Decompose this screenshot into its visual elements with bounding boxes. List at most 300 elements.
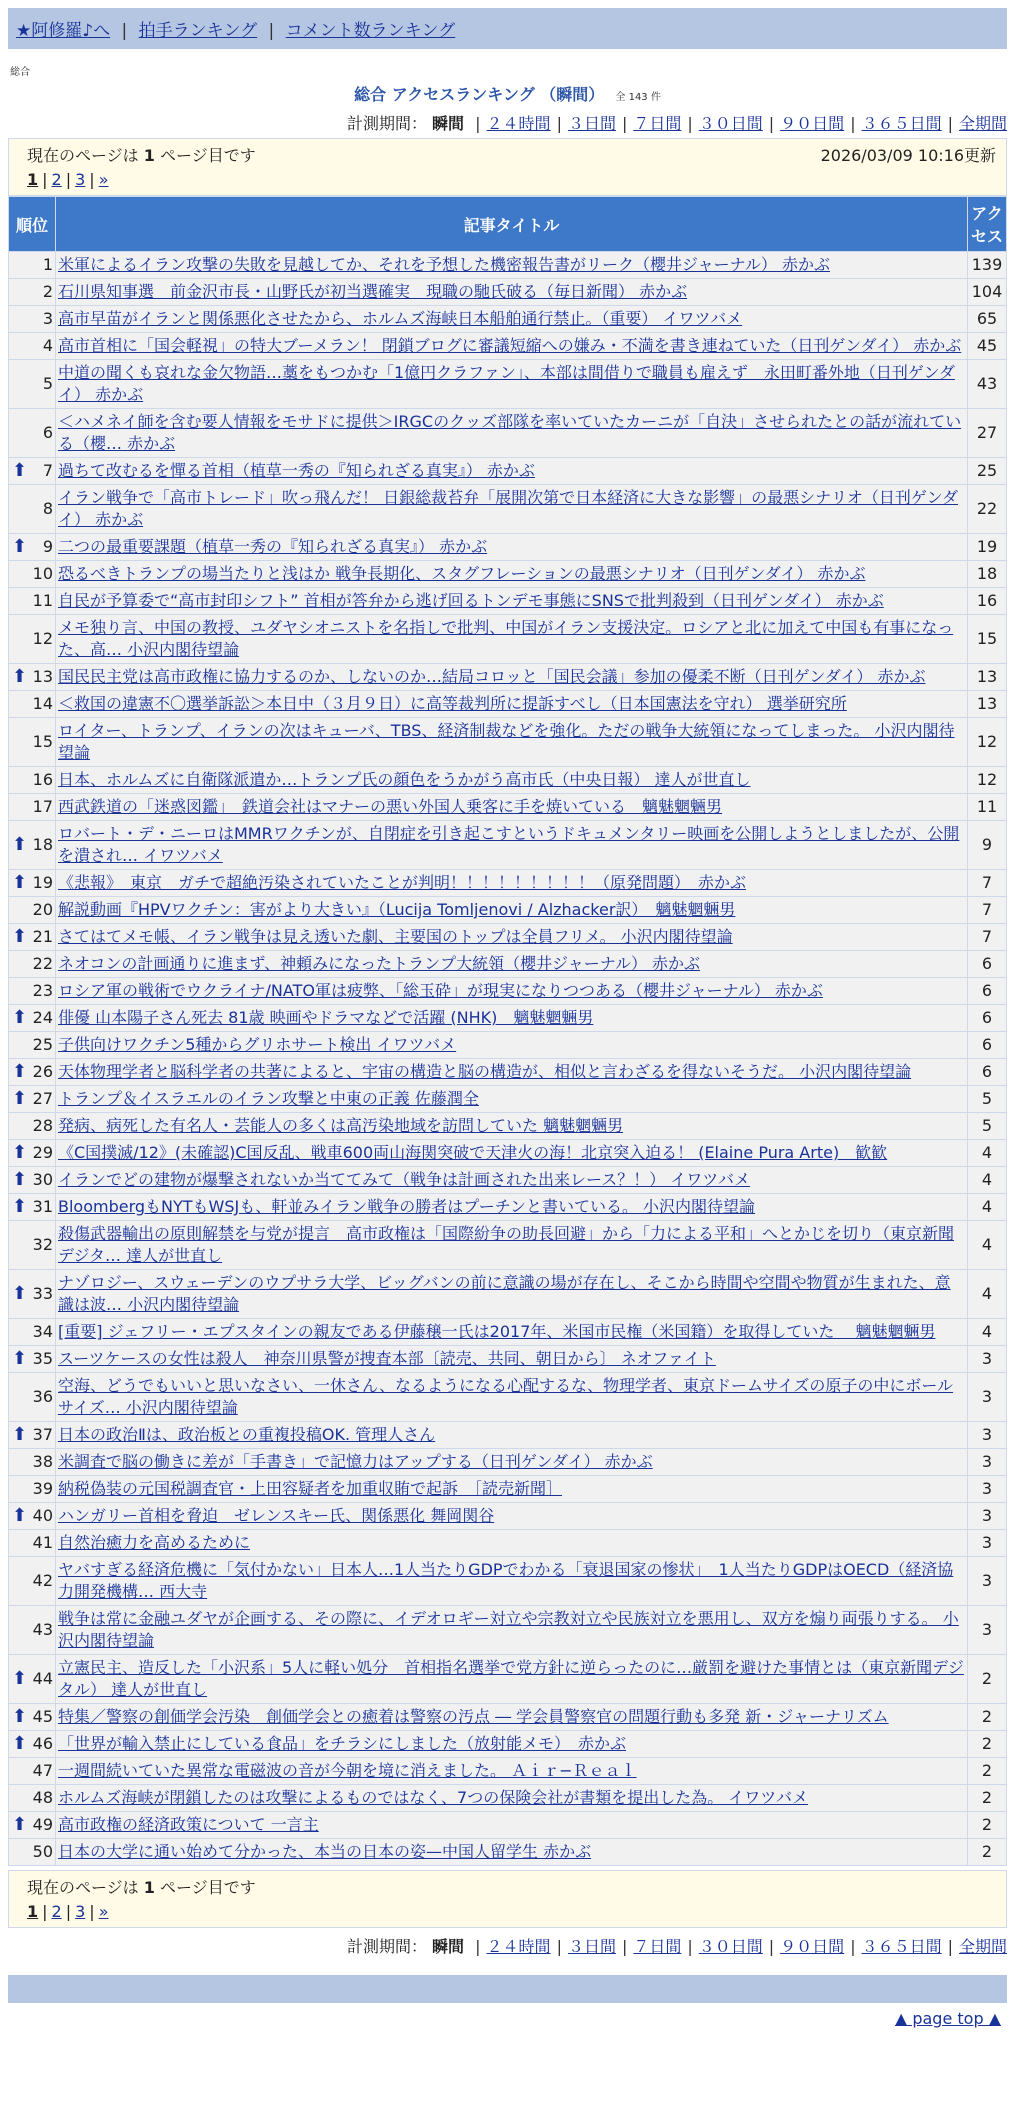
table-row bbox=[9, 1113, 1007, 1140]
article-link[interactable]: 戦争は常に金融ユダヤが企画する、その際に、イデオロギー対立や宗教対立や民族対立を悪用し、双方を煽り両張りする。 小沢内閣待望論 bbox=[58, 1609, 959, 1650]
access-count: 2 bbox=[968, 1839, 1007, 1866]
article-link[interactable]: 空海、どうでもいいと思いなさい、一休さん、なるようになる心配するな、物理学者、東京ドームサイズの原子の中にボールサイズ… 小沢内閣待望論 bbox=[58, 1376, 954, 1417]
pager-separator: | bbox=[65, 1902, 72, 1921]
page-info-text: ページ目です bbox=[160, 1878, 256, 1897]
table-row bbox=[9, 360, 1007, 409]
article-link[interactable]: BloombergもNYTもWSJも、軒並みイラン戦争の勝者はプーチンと書いている。 小沢内閣待望論 bbox=[58, 1197, 756, 1216]
article-link[interactable]: 中道の聞くも哀れな金欠物語…藁をもつかむ「1億円クラファン」、本部は間借りで職員も雇えず 永田町番外地（日刊ゲンダイ） 赤かぶ bbox=[58, 363, 955, 404]
rank-number: 41 bbox=[32, 1533, 53, 1552]
access-count: 2 bbox=[968, 1731, 1007, 1758]
access-count: 7 bbox=[968, 897, 1007, 924]
access-count: 3 bbox=[968, 1422, 1007, 1449]
rank-number: 46 bbox=[32, 1734, 53, 1753]
title-cell bbox=[56, 794, 968, 821]
article-link[interactable]: ロシア軍の戦術でウクライナ/NATO軍は疲弊、「総玉砕」が現実になりつつある（櫻井ジャーナル） 赤かぶ bbox=[58, 981, 823, 1000]
article-link[interactable]: 米軍によるイラン攻撃の失敗を見越してか、それを予想した機密報告書がリーク（櫻井ジャーナル） 赤かぶ bbox=[58, 255, 830, 274]
article-link[interactable]: 国民民主党は高市政権に協力するのか、しないのか…結局コロッと「国民会議」参加の優柔不断（日刊ゲンダイ） 赤かぶ bbox=[58, 667, 926, 686]
period-separator: | bbox=[850, 114, 856, 133]
table-row bbox=[9, 1557, 1007, 1606]
nav-separator: | bbox=[121, 21, 128, 41]
rank-cell bbox=[9, 718, 56, 767]
total-count: 全 143 件 bbox=[615, 92, 661, 103]
table-row bbox=[9, 1785, 1007, 1812]
article-link[interactable]: 発病、病死した有名人・芸能人の多くは高汚染地域を訪問していた 魑魅魍魎男 bbox=[58, 1116, 624, 1135]
period-separator: | bbox=[621, 114, 628, 133]
up-arrow-icon: ⬆ bbox=[12, 1348, 28, 1369]
period-link[interactable]: ３６５日間 bbox=[861, 114, 942, 133]
rank-cell bbox=[9, 664, 56, 691]
table-row bbox=[9, 279, 1007, 306]
article-link[interactable]: 高市政権の経済政策について 一言主 bbox=[58, 1815, 319, 1834]
article-link[interactable]: 日本、ホルムズに自衛隊派遣か…トランプ氏の顔色をうかがう高市氏（中央日報） 達人が世直し bbox=[58, 770, 751, 789]
rank-cell bbox=[9, 1032, 56, 1059]
access-count: 6 bbox=[968, 1005, 1007, 1032]
article-link[interactable]: 米調査で脳の働きに差が「手書き」で記憶力はアップする（日刊ゲンダイ） 赤かぶ bbox=[58, 1452, 653, 1471]
period-separator: | bbox=[556, 1937, 562, 1956]
access-count: 2 bbox=[968, 1758, 1007, 1785]
rank-cell bbox=[9, 951, 56, 978]
article-link[interactable]: 自然治癒力を高めるために bbox=[58, 1533, 251, 1552]
article-link[interactable]: 特集／警察の創価学会汚染 創価学会との癒着は警察の汚点 ― 学会員警察官の問題行動も多発 新・ジャーナリズム bbox=[58, 1707, 889, 1726]
access-count: 2 bbox=[968, 1655, 1007, 1704]
pager-top bbox=[27, 170, 988, 189]
rank-number: 39 bbox=[32, 1479, 53, 1498]
access-count: 3 bbox=[968, 1373, 1007, 1422]
rank-cell bbox=[9, 924, 56, 951]
rank-cell bbox=[9, 1346, 56, 1373]
access-count: 4 bbox=[968, 1140, 1007, 1167]
rank-cell bbox=[9, 1059, 56, 1086]
rank-cell bbox=[9, 252, 56, 279]
period-separator: | bbox=[475, 1937, 481, 1956]
rank-cell bbox=[9, 767, 56, 794]
period-separator: | bbox=[475, 114, 481, 133]
title-cell bbox=[56, 951, 968, 978]
article-link[interactable]: ＜救国の違憲不〇選挙訴訟＞本日中（３月９日）に高等裁判所に提訴すべし（日本国憲法を守れ） 選挙研究所 bbox=[58, 694, 847, 713]
table-row bbox=[9, 561, 1007, 588]
table-row bbox=[9, 1731, 1007, 1758]
rank-number: 50 bbox=[32, 1842, 53, 1861]
rank-cell bbox=[9, 1557, 56, 1606]
article-link[interactable]: 高市早苗がイランと関係悪化させたから、ホルムズ海峡日本船舶通行禁止。（重要） イワツバメ bbox=[58, 309, 743, 328]
table-row bbox=[9, 924, 1007, 951]
title-cell bbox=[56, 1704, 968, 1731]
rank-number: 8 bbox=[42, 499, 53, 518]
title-cell bbox=[56, 252, 968, 279]
rank-number: 38 bbox=[32, 1452, 53, 1471]
up-arrow-icon: ⬆ bbox=[12, 1668, 28, 1689]
rank-number: 4 bbox=[42, 336, 53, 355]
rank-number: 36 bbox=[32, 1387, 53, 1406]
article-link[interactable]: 恐るべきトランプの場当たりと浅はか 戦争長期化、スタグフレーションの最悪シナリオ（日刊ゲンダイ） 赤かぶ bbox=[58, 564, 866, 583]
rank-cell bbox=[9, 1270, 56, 1319]
rank-number: 33 bbox=[32, 1284, 53, 1303]
table-row bbox=[9, 870, 1007, 897]
title-cell bbox=[56, 588, 968, 615]
title-cell bbox=[56, 1557, 968, 1606]
access-count: 45 bbox=[968, 333, 1007, 360]
table-row bbox=[9, 306, 1007, 333]
access-count: 3 bbox=[968, 1449, 1007, 1476]
period-separator: | bbox=[687, 1937, 693, 1956]
up-arrow-icon: ⬆ bbox=[12, 1169, 28, 1190]
rank-cell bbox=[9, 1606, 56, 1655]
page-title: 総合 アクセスランキング （瞬間） bbox=[354, 85, 605, 104]
access-count: 3 bbox=[968, 1346, 1007, 1373]
top-nav bbox=[8, 8, 1007, 49]
rank-number: 48 bbox=[32, 1788, 53, 1807]
home-link[interactable]: ★阿修羅♪へ bbox=[16, 21, 111, 41]
up-arrow-icon: ⬆ bbox=[12, 1142, 28, 1163]
table-row bbox=[9, 1422, 1007, 1449]
page-info-text: 現在のページは bbox=[27, 1878, 139, 1897]
title-cell bbox=[56, 1032, 968, 1059]
access-count: 11 bbox=[968, 794, 1007, 821]
article-link[interactable]: 過ちて改むるを憚る首相（植草一秀の『知られざる真実』） 赤かぶ bbox=[58, 461, 535, 480]
rank-cell bbox=[9, 615, 56, 664]
period-link[interactable]: ３日間 bbox=[567, 114, 616, 133]
access-count: 12 bbox=[968, 767, 1007, 794]
rank-number: 1 bbox=[42, 255, 53, 274]
title-cell bbox=[56, 1422, 968, 1449]
article-link[interactable]: トランプ＆イスラエルのイラン攻撃と中東の正義 佐藤潤全 bbox=[58, 1089, 479, 1108]
table-row bbox=[9, 718, 1007, 767]
period-link[interactable]: ９０日間 bbox=[780, 114, 845, 133]
access-count: 5 bbox=[968, 1086, 1007, 1113]
rank-cell bbox=[9, 1422, 56, 1449]
pager-separator: | bbox=[89, 170, 95, 189]
table-row bbox=[9, 534, 1007, 561]
title-cell bbox=[56, 1113, 968, 1140]
access-count: 3 bbox=[968, 1557, 1007, 1606]
rank-number: 21 bbox=[32, 927, 53, 946]
rank-cell bbox=[9, 1758, 56, 1785]
table-row bbox=[9, 615, 1007, 664]
rank-cell bbox=[9, 279, 56, 306]
bottom-bar bbox=[8, 1975, 1007, 2003]
article-link[interactable]: 高市首相に「国会軽視」の特大ブーメラン！ 閉鎖ブログに審議短縮への嫌み・不満を書き連ねていた（日刊ゲンダイ） 赤かぶ bbox=[58, 336, 962, 355]
access-count: 3 bbox=[968, 1503, 1007, 1530]
rank-number: 15 bbox=[32, 732, 53, 751]
title-cell bbox=[56, 821, 968, 870]
table-row bbox=[9, 1449, 1007, 1476]
article-link[interactable]: 解説動画『HPVワクチン：害がより大きい』（Lucija Tomljenovi / Alzhacker訳） 魑魅魍魎男 bbox=[58, 900, 736, 919]
access-count: 4 bbox=[968, 1194, 1007, 1221]
up-arrow-icon: ⬆ bbox=[12, 1283, 28, 1304]
title-cell bbox=[56, 409, 968, 458]
table-row bbox=[9, 767, 1007, 794]
access-count: 43 bbox=[968, 360, 1007, 409]
article-link[interactable]: ＜ハメネイ師を含む要人情報をモサドに提供＞IRGCのクッズ部隊を率いていたカーニが「自決」させられたとの話が流れている（櫻… 赤かぶ bbox=[58, 412, 962, 453]
article-link[interactable]: 殺傷武器輸出の原則解禁を与党が提言 高市政権は「国際紛争の助長回避」から「力による平和」へとかじを切り（東京新聞デジタ… 達人が世直し bbox=[58, 1224, 955, 1265]
article-link[interactable]: 日本の大学に通い始めて分かった、本当の日本の姿—中国人留学生 赤かぶ bbox=[58, 1842, 592, 1861]
pager-separator: | bbox=[65, 170, 72, 189]
period-separator: | bbox=[621, 1937, 628, 1956]
pager-link[interactable]: 3 bbox=[75, 1902, 86, 1921]
article-link[interactable]: イラン戦争で「高市トレード」吹っ飛んだ！ 日銀総裁苔弁「展開次第で日本経済に大きな影響」の最悪シナリオ（日刊ゲンダイ） 赤かぶ bbox=[58, 488, 958, 529]
title-cell bbox=[56, 561, 968, 588]
period-separator: | bbox=[556, 114, 562, 133]
pager-link[interactable]: 2 bbox=[51, 1902, 62, 1921]
rank-number: 11 bbox=[32, 591, 53, 610]
period-link[interactable]: 全期間 bbox=[958, 114, 1007, 133]
table-row bbox=[9, 1005, 1007, 1032]
article-link[interactable]: ロイター、トランプ、イランの次はキューバ、TBS、経済制裁などを強化。ただの戦争大統領になってしまった。 小沢内閣待望論 bbox=[58, 721, 955, 762]
article-link[interactable]: ホルムズ海峡が閉鎖したのは攻撃によるものではなく、7つの保険会社が書類を提出した為。 イワツバメ bbox=[58, 1788, 808, 1807]
table-row bbox=[9, 951, 1007, 978]
up-arrow-icon: ⬆ bbox=[12, 1733, 28, 1754]
article-link[interactable]: 《C国撲滅/12》(未確認)C国反乱、戦車600両山海関突破で天津火の海！北京突入迫る！ (Elaine Pura Arte) 歓歓 bbox=[58, 1143, 888, 1162]
article-link[interactable]: さてはてメモ帳、イラン戦争は見え透いた劇、主要国のトップは全員フリメ。 小沢内閣待望論 bbox=[58, 927, 733, 946]
article-link[interactable]: 「世界が輸入禁止にしている食品」をチラシにしました（放射能メモ） 赤かぶ bbox=[58, 1734, 627, 1753]
period-link[interactable]: 全期間 bbox=[958, 1937, 1007, 1956]
title-cell bbox=[56, 534, 968, 561]
table-row bbox=[9, 1221, 1007, 1270]
title-row bbox=[8, 82, 1007, 105]
pager-separator: | bbox=[42, 170, 48, 189]
rank-number: 23 bbox=[32, 981, 53, 1000]
title-cell bbox=[56, 1140, 968, 1167]
article-link[interactable]: 日本の政治Ⅱは、政治板との重複投稿OK. 管理人さん bbox=[58, 1425, 436, 1444]
access-count: 2 bbox=[968, 1704, 1007, 1731]
period-label: 計測期間： bbox=[346, 114, 427, 133]
period-link[interactable]: ９０日間 bbox=[780, 1937, 845, 1956]
table-row bbox=[9, 1476, 1007, 1503]
access-count: 12 bbox=[968, 718, 1007, 767]
rank-cell bbox=[9, 821, 56, 870]
title-cell bbox=[56, 615, 968, 664]
article-link[interactable]: 一週間続いていた異常な電磁波の音が今朝を境に消えました。 Ａｉｒ−Ｒｅａｌ bbox=[58, 1761, 637, 1780]
rank-number: 31 bbox=[32, 1197, 53, 1216]
up-arrow-icon: ⬆ bbox=[12, 666, 28, 687]
rank-number: 44 bbox=[32, 1669, 53, 1688]
page-info-top bbox=[8, 138, 1007, 196]
title-cell bbox=[56, 360, 968, 409]
rank-number: 27 bbox=[32, 1089, 53, 1108]
article-link[interactable]: ヤバすぎる経済危機に「気付かない」日本人…1人当たりGDPでわかる「衰退国家の惨状」 1人当たりGDPはOECD（経済協力開発機構… 西大寺 bbox=[58, 1560, 954, 1601]
title-cell bbox=[56, 1785, 968, 1812]
title-cell bbox=[56, 1530, 968, 1557]
header-rank: 順位 bbox=[9, 197, 56, 252]
access-count: 104 bbox=[968, 279, 1007, 306]
table-row bbox=[9, 1503, 1007, 1530]
rank-number: 18 bbox=[32, 835, 53, 854]
title-cell bbox=[56, 279, 968, 306]
article-link[interactable]: [重要] ジェフリー・エプスタインの親友である伊藤穣一氏は2017年、米国市民権（米国籍）を取得していた 魑魅魍魎男 bbox=[58, 1322, 936, 1341]
article-link[interactable]: ネオコンの計画通りに進まず、神頼みになったトランプ大統領（櫻井ジャーナル） 赤かぶ bbox=[58, 954, 701, 973]
title-cell bbox=[56, 306, 968, 333]
article-link[interactable]: 子供向けワクチン5種からグリホサート検出 イワツバメ bbox=[58, 1035, 457, 1054]
access-count: 5 bbox=[968, 1113, 1007, 1140]
rank-number: 17 bbox=[32, 797, 53, 816]
rank-cell bbox=[9, 1086, 56, 1113]
rank-number: 26 bbox=[32, 1062, 53, 1081]
title-cell bbox=[56, 1758, 968, 1785]
table-row bbox=[9, 485, 1007, 534]
article-link[interactable]: 《悲報》 東京 ガチで超絶汚染されていたことが判明！！！！！！！！！（原発問題） 赤かぶ bbox=[58, 873, 747, 892]
article-link[interactable]: 西武鉄道の「迷惑図鑑」 鉄道会社はマナーの悪い外国人乗客に手を焼いている 魑魅魍魎男 bbox=[58, 797, 723, 816]
article-link[interactable]: メモ独り言、中国の教授、ユダヤシオニストを名指しで批判、中国がイラン支援決定。ロシアと北に加えて中国も有事になった、高… 小沢内閣待望論 bbox=[58, 618, 954, 659]
pager-link[interactable]: 3 bbox=[75, 170, 86, 189]
rank-cell bbox=[9, 485, 56, 534]
article-link[interactable]: 二つの最重要課題（植草一秀の『知られざる真実』） 赤かぶ bbox=[58, 537, 488, 556]
rank-cell bbox=[9, 1373, 56, 1422]
rank-cell bbox=[9, 1194, 56, 1221]
title-cell bbox=[56, 691, 968, 718]
period-link[interactable]: ２４時間 bbox=[486, 1937, 551, 1956]
title-cell bbox=[56, 1503, 968, 1530]
rank-number: 34 bbox=[32, 1322, 53, 1341]
table-row bbox=[9, 588, 1007, 615]
period-link[interactable]: ２４時間 bbox=[486, 114, 551, 133]
rank-number: 25 bbox=[32, 1035, 53, 1054]
period-link[interactable]: ３日間 bbox=[567, 1937, 616, 1956]
period-current: 瞬間 bbox=[432, 1937, 465, 1956]
period-link[interactable]: ３０日間 bbox=[698, 1937, 763, 1956]
rank-cell bbox=[9, 1530, 56, 1557]
article-link[interactable]: ハンガリー首相を脅迫 ゼレンスキー氏、関係悪化 舞岡関谷 bbox=[58, 1506, 495, 1525]
rank-number: 16 bbox=[32, 770, 53, 789]
rank-number: 19 bbox=[32, 873, 53, 892]
rank-cell bbox=[9, 588, 56, 615]
rank-number: 32 bbox=[32, 1235, 53, 1254]
pager-current: 1 bbox=[27, 1902, 39, 1921]
up-arrow-icon: ⬆ bbox=[12, 834, 28, 855]
access-count: 22 bbox=[968, 485, 1007, 534]
access-count: 4 bbox=[968, 1319, 1007, 1346]
article-link[interactable]: 俳優 山本陽子さん死去 81歳 映画やドラマなどで活躍 (NHK) 魑魅魍魎男 bbox=[58, 1008, 594, 1027]
rank-cell bbox=[9, 1731, 56, 1758]
period-link[interactable]: ７日間 bbox=[633, 114, 682, 133]
rank-number: 10 bbox=[32, 564, 53, 583]
title-cell bbox=[56, 897, 968, 924]
title-cell bbox=[56, 1194, 968, 1221]
title-cell bbox=[56, 870, 968, 897]
article-link[interactable]: 自民が予算委で“高市封印シフト” 首相が答弁から逃げ回るトンデモ事態にSNSで批判殺到（日刊ゲンダイ） 赤かぶ bbox=[58, 591, 884, 610]
title-cell bbox=[56, 924, 968, 951]
title-cell bbox=[56, 1449, 968, 1476]
title-cell bbox=[56, 664, 968, 691]
page-top-link[interactable]: ▲ page top ▲ bbox=[894, 2009, 1001, 2028]
up-arrow-icon: ⬆ bbox=[12, 1061, 28, 1082]
pager-next-link[interactable]: » bbox=[98, 1902, 109, 1921]
access-count: 7 bbox=[968, 924, 1007, 951]
access-count: 19 bbox=[968, 534, 1007, 561]
rank-cell bbox=[9, 458, 56, 485]
title-cell bbox=[56, 458, 968, 485]
access-count: 65 bbox=[968, 306, 1007, 333]
table-row bbox=[9, 664, 1007, 691]
rank-cell bbox=[9, 794, 56, 821]
article-link[interactable]: ロバート・デ・ニーロはMMRワクチンが、自閉症を引き起こすというドキュメンタリー映画を公開しようとしましたが、公開を潰され… イワツバメ bbox=[58, 824, 960, 865]
access-count: 4 bbox=[968, 1221, 1007, 1270]
clap-ranking-link[interactable]: 拍手ランキング bbox=[138, 21, 258, 41]
table-row bbox=[9, 1194, 1007, 1221]
rank-number: 40 bbox=[32, 1506, 53, 1525]
rank-number: 24 bbox=[32, 1008, 53, 1027]
rank-number: 20 bbox=[32, 900, 53, 919]
period-link[interactable]: ３６５日間 bbox=[861, 1937, 942, 1956]
up-arrow-icon: ⬆ bbox=[12, 926, 28, 947]
rank-number: 12 bbox=[32, 629, 53, 648]
title-cell bbox=[56, 1373, 968, 1422]
article-link[interactable]: イランでどの建物が爆撃されないか当ててみて（戦争は計画された出来レース？！） イワツバメ bbox=[58, 1170, 750, 1189]
rank-number: 13 bbox=[32, 667, 53, 686]
pager-current: 1 bbox=[27, 170, 39, 189]
updated-time: 2026/03/09 10:16更新 bbox=[820, 146, 996, 165]
title-cell bbox=[56, 1476, 968, 1503]
table-row bbox=[9, 1059, 1007, 1086]
article-link[interactable]: 納税偽装の元国税調査官・上田容疑者を加重収賄で起訴 ［読売新聞］ bbox=[58, 1479, 563, 1498]
pager-next-link[interactable]: » bbox=[98, 170, 109, 189]
period-separator: | bbox=[947, 1937, 953, 1956]
title-cell bbox=[56, 1059, 968, 1086]
table-row bbox=[9, 1530, 1007, 1557]
table-row bbox=[9, 897, 1007, 924]
table-row bbox=[9, 1758, 1007, 1785]
rank-number: 42 bbox=[32, 1571, 53, 1590]
access-count: 2 bbox=[968, 1785, 1007, 1812]
up-arrow-icon: ⬆ bbox=[12, 1196, 28, 1217]
article-link[interactable]: ナゾロジー、スウェーデンのウプサラ大学、ビッグバンの前に意識の場が存在し、そこから時間や空間や物質が生まれた、意識は波… 小沢内閣待望論 bbox=[58, 1273, 951, 1314]
period-selector-bottom bbox=[8, 1934, 1007, 1957]
period-link[interactable]: ７日間 bbox=[633, 1937, 682, 1956]
article-link[interactable]: スーツケースの女性は殺人 神奈川県警が捜査本部〔読売、共同、朝日から〕 ネオファイト bbox=[58, 1349, 716, 1368]
access-count: 15 bbox=[968, 615, 1007, 664]
rank-number: 29 bbox=[32, 1143, 53, 1162]
access-count: 7 bbox=[968, 870, 1007, 897]
table-row bbox=[9, 978, 1007, 1005]
title-cell bbox=[56, 1655, 968, 1704]
rank-cell bbox=[9, 1785, 56, 1812]
rank-cell bbox=[9, 561, 56, 588]
access-count: 27 bbox=[968, 409, 1007, 458]
up-arrow-icon: ⬆ bbox=[12, 1007, 28, 1028]
period-separator: | bbox=[947, 114, 953, 133]
table-row bbox=[9, 252, 1007, 279]
up-arrow-icon: ⬆ bbox=[12, 1814, 28, 1835]
period-links bbox=[469, 1937, 1007, 1956]
table-row bbox=[9, 1140, 1007, 1167]
title-cell bbox=[56, 1606, 968, 1655]
pager-link[interactable]: 2 bbox=[51, 170, 62, 189]
access-count: 13 bbox=[968, 664, 1007, 691]
access-count: 4 bbox=[968, 1167, 1007, 1194]
table-row bbox=[9, 1167, 1007, 1194]
period-label: 計測期間： bbox=[346, 1937, 427, 1956]
title-cell bbox=[56, 1839, 968, 1866]
rank-number: 28 bbox=[32, 1116, 53, 1135]
page-info-bottom bbox=[8, 1870, 1007, 1928]
period-link[interactable]: ３０日間 bbox=[698, 114, 763, 133]
up-arrow-icon: ⬆ bbox=[12, 536, 28, 557]
table-row bbox=[9, 1704, 1007, 1731]
title-cell bbox=[56, 1167, 968, 1194]
rank-cell bbox=[9, 1167, 56, 1194]
rank-number: 37 bbox=[32, 1425, 53, 1444]
up-arrow-icon: ⬆ bbox=[12, 1706, 28, 1727]
title-cell bbox=[56, 1346, 968, 1373]
article-link[interactable]: 天体物理学者と脳科学者の共著によると、宇宙の構造と脳の構造が、相似と言わざるを得ないそうだ。 小沢内閣待望論 bbox=[58, 1062, 912, 1081]
rank-cell bbox=[9, 1476, 56, 1503]
title-cell bbox=[56, 978, 968, 1005]
rank-number: 2 bbox=[42, 282, 53, 301]
article-link[interactable]: 石川県知事選 前金沢市長・山野氏が初当選確実 現職の馳氏破る（毎日新聞） 赤かぶ bbox=[58, 282, 688, 301]
article-link[interactable]: 立憲民主、造反した「小沢系」5人に軽い処分 首相指名選挙で党方針に逆らったのに…厳罰を避けた事情とは（東京新聞デジタル） 達人が世直し bbox=[58, 1658, 964, 1699]
comment-ranking-link[interactable]: コメント数ランキング bbox=[285, 21, 456, 41]
title-cell bbox=[56, 767, 968, 794]
table-row bbox=[9, 1812, 1007, 1839]
